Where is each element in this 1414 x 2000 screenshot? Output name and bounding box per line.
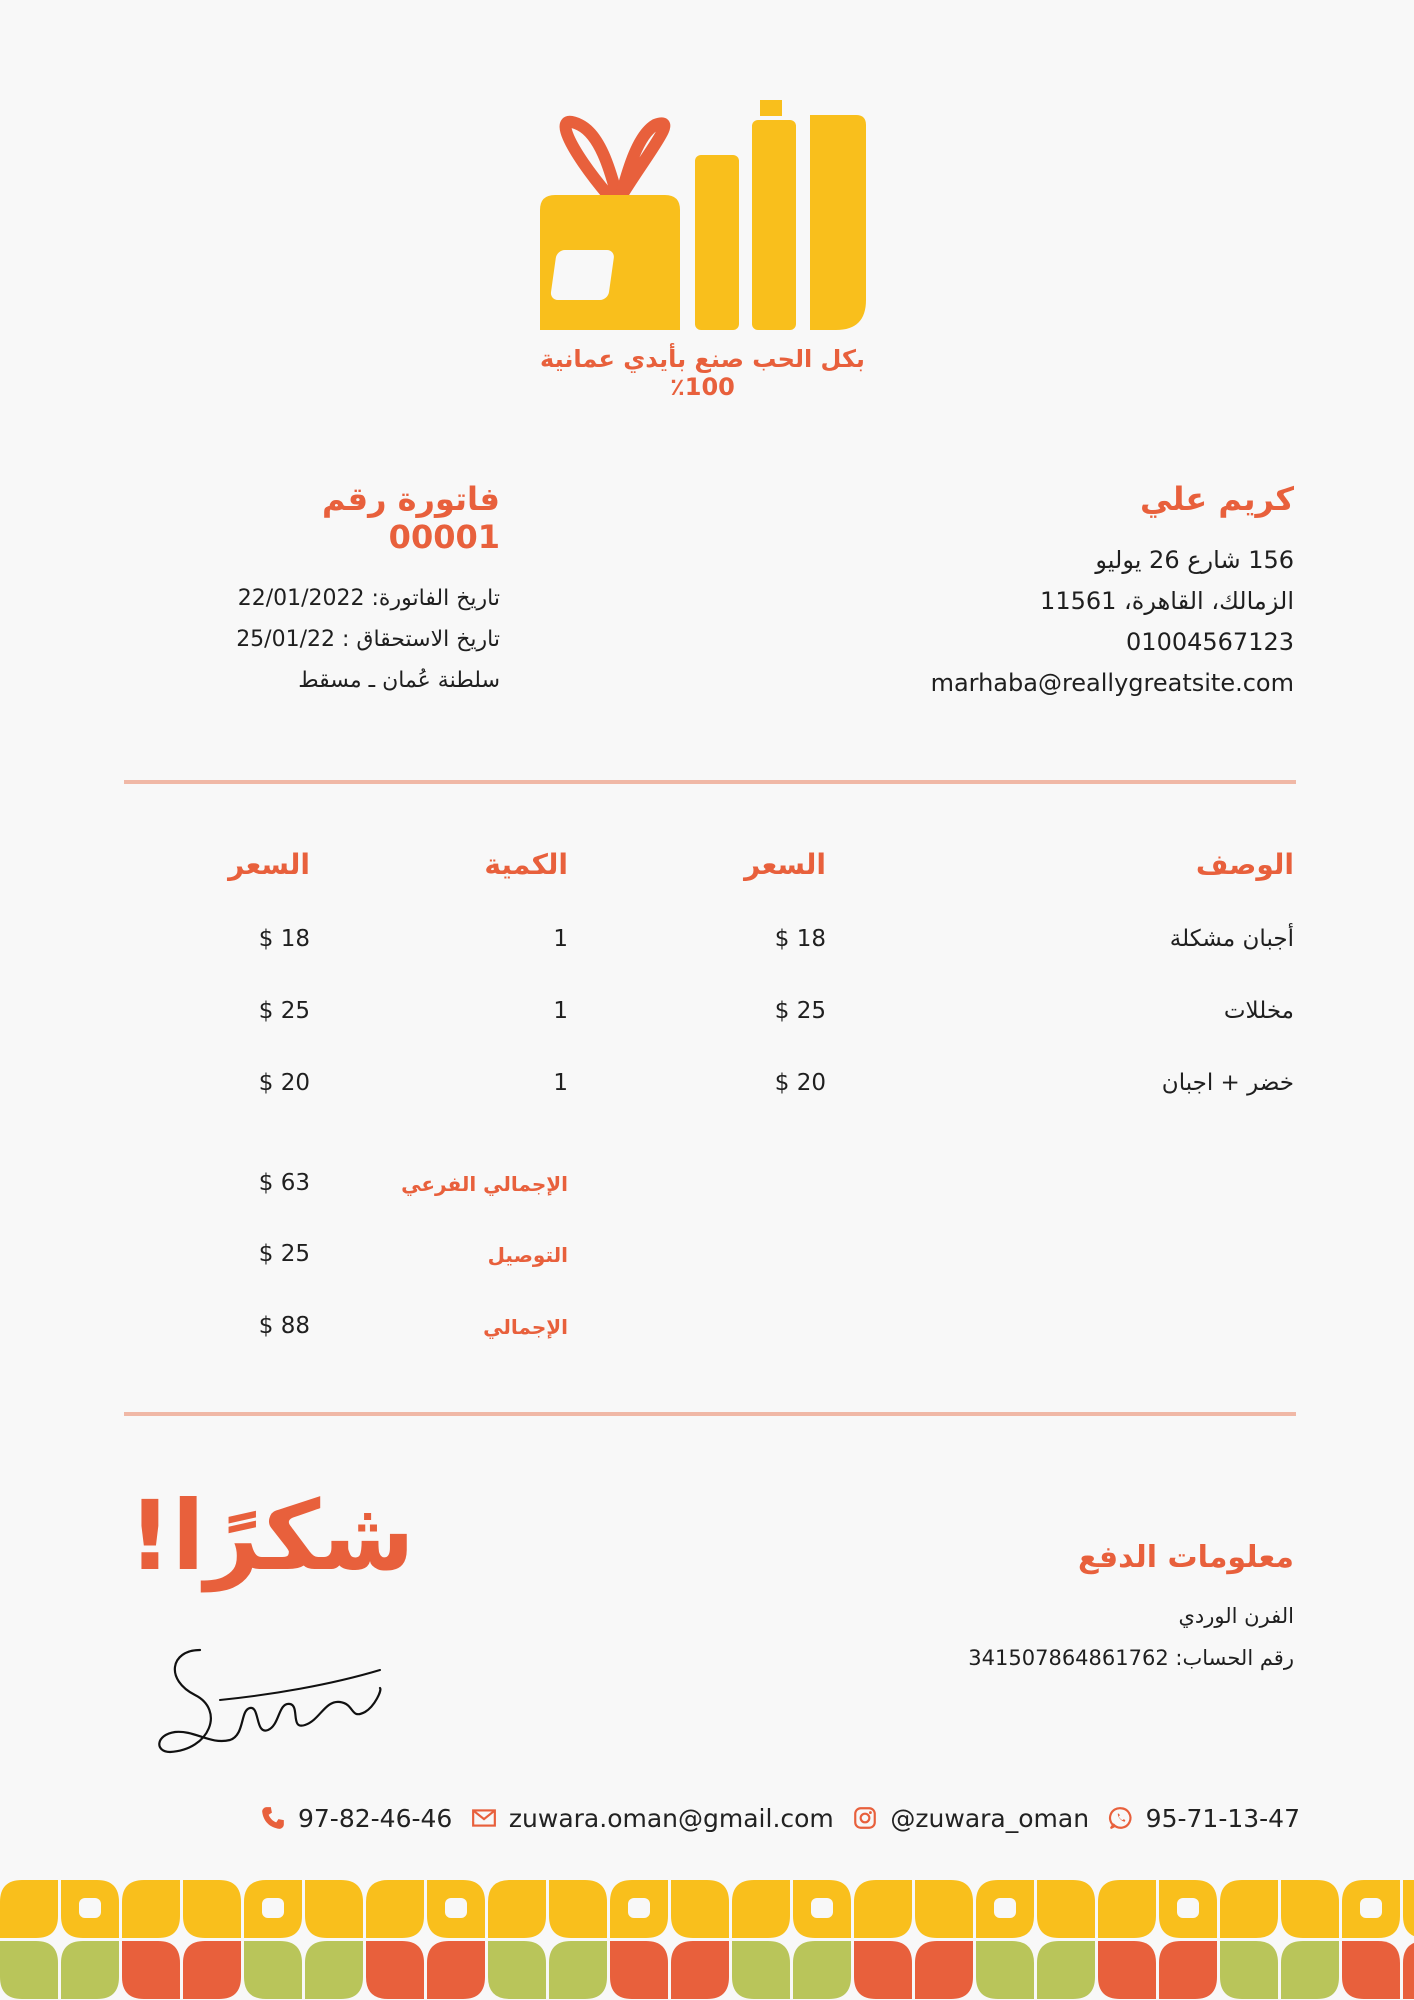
instagram-icon xyxy=(852,1805,878,1831)
divider-top xyxy=(124,780,1296,784)
customer-name: كريم علي xyxy=(1139,480,1294,518)
signature-image xyxy=(150,1640,390,1760)
header-total: السعر xyxy=(228,848,310,881)
row-description: خضر + اجبان xyxy=(1161,1070,1294,1096)
contact-whatsapp-text: 95-71-13-47 xyxy=(1145,1803,1300,1833)
total-label: الإجمالي xyxy=(483,1315,568,1339)
brand-tagline: بكل الحب صنع بأيدي عمانية 100٪ xyxy=(540,345,865,401)
contact-email[interactable] xyxy=(471,1804,834,1833)
row-quantity: 1 xyxy=(553,998,568,1024)
payment-info xyxy=(734,1540,1294,1679)
whatsapp-icon xyxy=(1108,1805,1134,1831)
mail-icon xyxy=(471,1805,497,1831)
row-quantity: 1 xyxy=(553,1070,568,1096)
subtotal-label: الإجمالي الفرعي xyxy=(401,1172,568,1196)
payment-title: معلومات الدفع xyxy=(1077,1540,1294,1575)
invoice-date: تاريخ الفاتورة: 22/01/2022 xyxy=(237,586,500,611)
customer-address-line2: الزمالك، القاهرة، 11561 xyxy=(1040,587,1294,615)
invoice-title: فاتورة رقم 00001 xyxy=(322,480,500,556)
row-price: $ 18 xyxy=(774,926,826,952)
contact-email-text: zuwara.oman@gmail.com xyxy=(508,1803,834,1833)
thanks-heading: شكرًا! xyxy=(128,1480,415,1592)
row-price: $ 20 xyxy=(774,1070,826,1096)
row-price: $ 25 xyxy=(774,998,826,1024)
decorative-pattern xyxy=(0,1878,1414,2000)
customer-address-line1: 156 شارع 26 يوليو xyxy=(1095,546,1294,574)
row-total: $ 25 xyxy=(258,998,310,1024)
contact-whatsapp[interactable] xyxy=(1108,1804,1300,1833)
row-description: مخللات xyxy=(1223,998,1294,1024)
customer-block xyxy=(734,480,1294,704)
payment-bank: الفرن الوردي xyxy=(1178,1604,1294,1628)
subtotal-value: $ 63 xyxy=(258,1170,310,1196)
row-total: $ 18 xyxy=(258,926,310,952)
invoice-due-date: تاريخ الاستحقاق : 25/01/22 xyxy=(236,627,500,652)
brand-logo xyxy=(530,100,890,380)
contact-instagram[interactable] xyxy=(852,1804,1089,1833)
delivery-label: التوصيل xyxy=(487,1243,568,1267)
header-price: السعر xyxy=(744,848,826,881)
contact-bar xyxy=(260,1798,1300,1838)
customer-phone: 01004567123 xyxy=(1126,628,1294,656)
customer-email: marhaba@reallygreatsite.com xyxy=(930,669,1294,697)
total-value: $ 88 xyxy=(258,1313,310,1339)
header-description: الوصف xyxy=(1195,848,1294,881)
contact-phone-text: 97-82-46-46 xyxy=(298,1803,453,1833)
header-quantity: الكمية xyxy=(484,848,568,881)
contact-phone[interactable] xyxy=(260,1804,452,1833)
payment-account: رقم الحساب: 341507864861762 xyxy=(968,1646,1294,1670)
invoice-meta xyxy=(200,480,500,701)
phone-icon xyxy=(260,1805,286,1831)
row-total: $ 20 xyxy=(258,1070,310,1096)
delivery-value: $ 25 xyxy=(258,1241,310,1267)
row-description: أجبان مشكلة xyxy=(1169,926,1294,952)
invoice-location: سلطنة عُمان ـ مسقط xyxy=(298,668,500,693)
row-quantity: 1 xyxy=(553,926,568,952)
contact-instagram-text: @zuwara_oman xyxy=(890,1803,1090,1833)
divider-bottom xyxy=(124,1412,1296,1416)
